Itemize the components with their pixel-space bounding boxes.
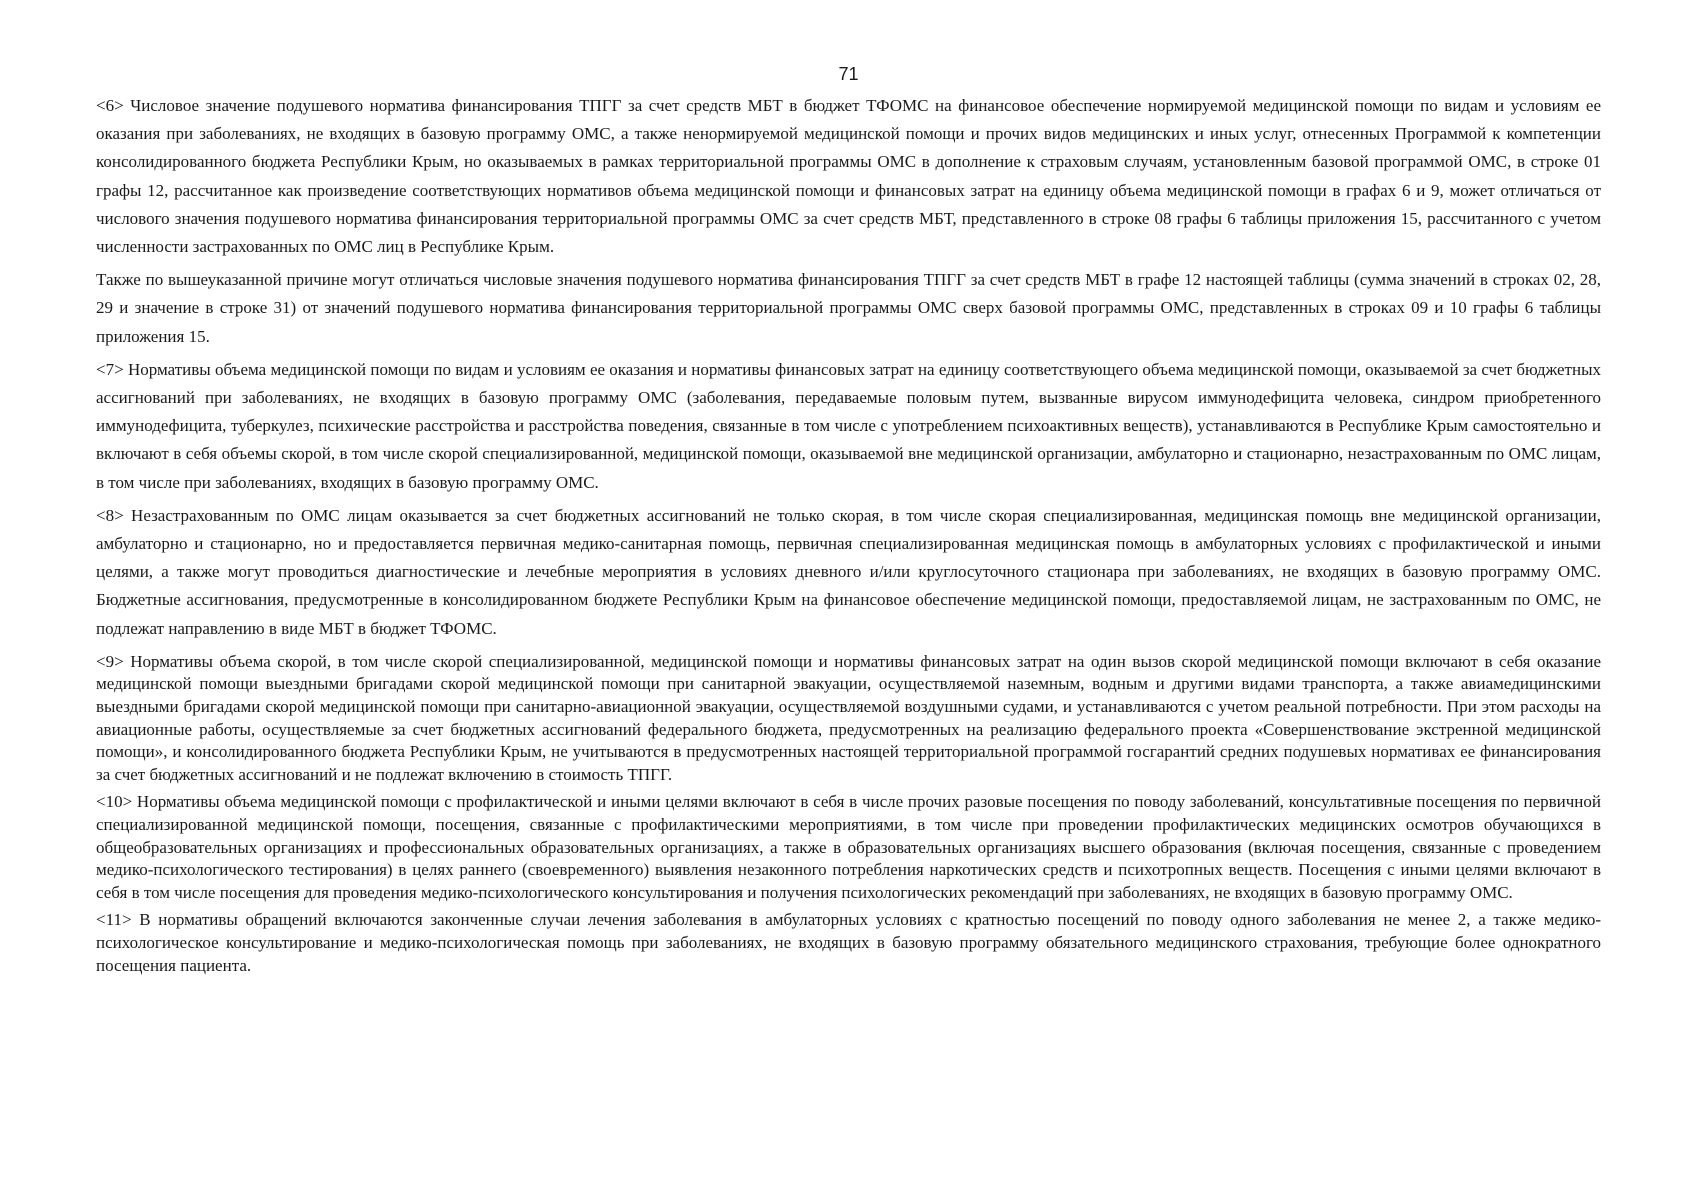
footnote-6: <6> Числовое значение подушевого норматива финансирования ТПГГ за счет средств МБТ в бюджет ТФОМС на финансовое обеспечение нормируемой медицинской помощи по видам и условиям ее оказания при заболеваниях, не входящих в базовую программу ОМС, а также ненормируемой медицинской помощи и прочих видов медицинских и иных услуг, отнесенных Программой к компетенции консолидированного бюджета Республики Крым, но оказываемых в рамках территориальной программы ОМС в дополнение к страховым случаям, установленным базовой программой ОМС, в строке 01 графы 12, рассчитанное как произведение соответствующих нормативов объема медицинской помощи и финансовых затрат на единицу объема медицинской помощи в графах 6 и 9, может отличаться от числового значения подушевого норматива финансирования территориальной программы ОМС за счет средств МБТ, представленного в строке 08 графы 6 таблицы приложения 15, рассчитанного с учетом численности застрахованных по ОМС лиц в Республике Крым. [96, 96, 1601, 257]
footnotes-group-spaced [96, 92, 1601, 643]
page-number: 71 [838, 64, 859, 84]
footnote-11: <11> В нормативы обращений включаются законченные случаи лечения заболевания в амбулаторных условиях с кратностью посещений по поводу одного заболевания не менее 2, а также медико-психологическое консультирование и медико-психологическая помощь при заболеваниях, не входящих в базовую программу обязательного медицинского страхования, требующие более однократного посещения пациента. [96, 910, 1601, 975]
footnote-7: <7> Нормативы объема медицинской помощи по видам и условиям ее оказания и нормативы финансовых затрат на единицу соответствующего объема медицинской помощи, оказываемой за счет бюджетных ассигнований при заболеваниях, не входящих в базовую программу ОМС (заболевания, передаваемые половым путем, вызванные вирусом иммунодефицита человека, синдром приобретенного иммунодефицита, туберкулез, психические расстройства и расстройства поведения, связанные в том числе с употреблением психоактивных веществ), устанавливаются в Республике Крым самостоятельно и включают в себя объемы скорой, в том числе скорой специализированной, медицинской помощи, оказываемой вне медицинской организации, амбулаторно и стационарно, незастрахованным по ОМС лицам, в том числе при заболеваниях, входящих в базовую программу ОМС. [96, 359, 1601, 492]
footnote-9: <9> Нормативы объема скорой, в том числе скорой специализированной, медицинской помощи и нормативы финансовых затрат на один вызов скорой медицинской помощи включают в себя оказание медицинской помощи выездными бригадами скорой медицинской помощи при санитарной эвакуации, осуществляемой наземным, водным и другими видами транспорта, а также авиамедицинскими выездными бригадами скорой медицинской помощи при санитарно-авиационной эвакуации, осуществляемой воздушными судами, и устанавливаются с учетом реальной потребности. При этом расходы на авиационные работы, осуществляемые за счет бюджетных ассигнований федерального бюджета, предусмотренных на реализацию федерального проекта «Совершенствование экстренной медицинской помощи», и консолидированного бюджета Республики Крым, не учитываются в предусмотренных настоящей территориальной программой госгарантий средних подушевых нормативах ее финансирования за счет бюджетных ассигнований и не подлежат включению в стоимость ТПГГ. [96, 651, 1601, 784]
footnotes [96, 92, 1601, 977]
footnotes-group-dense [96, 651, 1601, 977]
footnote-8: <8> Незастрахованным по ОМС лицам оказывается за счет бюджетных ассигнований не только скорая, в том числе скорая специализированная, медицинская помощь вне медицинской организации, амбулаторно и стационарно, но и предоставляется первичная медико-санитарная помощь, первичная специализированная медицинская помощь в амбулаторных условиях с профилактической и иными целями, а также могут проводиться диагностические и лечебные мероприятия в условиях дневного и/или круглосуточного стационара при заболеваниях, не входящих в базовую программу ОМС. Бюджетные ассигнования, предусмотренные в консолидированном бюджете Республики Крым на финансовое обеспечение медицинской помощи, предоставляемой лицам, не застрахованным по ОМС, не подлежат направлению в виде МБТ в бюджет ТФОМС. [96, 505, 1601, 638]
footnote-10: <10> Нормативы объема медицинской помощи с профилактической и иными целями включают в себя в числе прочих разовые посещения по поводу заболеваний, консультативные посещения по первичной специализированной медицинской помощи, посещения, связанные с профилактическими мероприятиями, в том числе при проведении профилактических медицинских осмотров обучающихся в общеобразовательных организациях и профессиональных образовательных организациях, а также в образовательных организациях высшего образования (включая посещения, связанные с проведением медико-психологического тестирования) в целях раннего (своевременного) выявления незаконного потребления наркотических средств и психотропных веществ. Посещения с иными целями включают в себя в том числе посещения для проведения медико-психологического консультирования и получения психологических рекомендаций при заболеваниях, не входящих в базовую программу ОМС. [96, 792, 1601, 902]
footnote-6-continuation: Также по вышеуказанной причине могут отличаться числовые значения подушевого норматива финансирования ТПГГ за счет средств МБТ в графе 12 настоящей таблицы (сумма значений в строках 02, 28, 29 и значение в строке 31) от значений подушевого норматива финансирования территориальной программы ОМС сверх базовой программы ОМС, представленных в строках 09 и 10 графы 6 таблицы приложения 15. [96, 270, 1601, 346]
